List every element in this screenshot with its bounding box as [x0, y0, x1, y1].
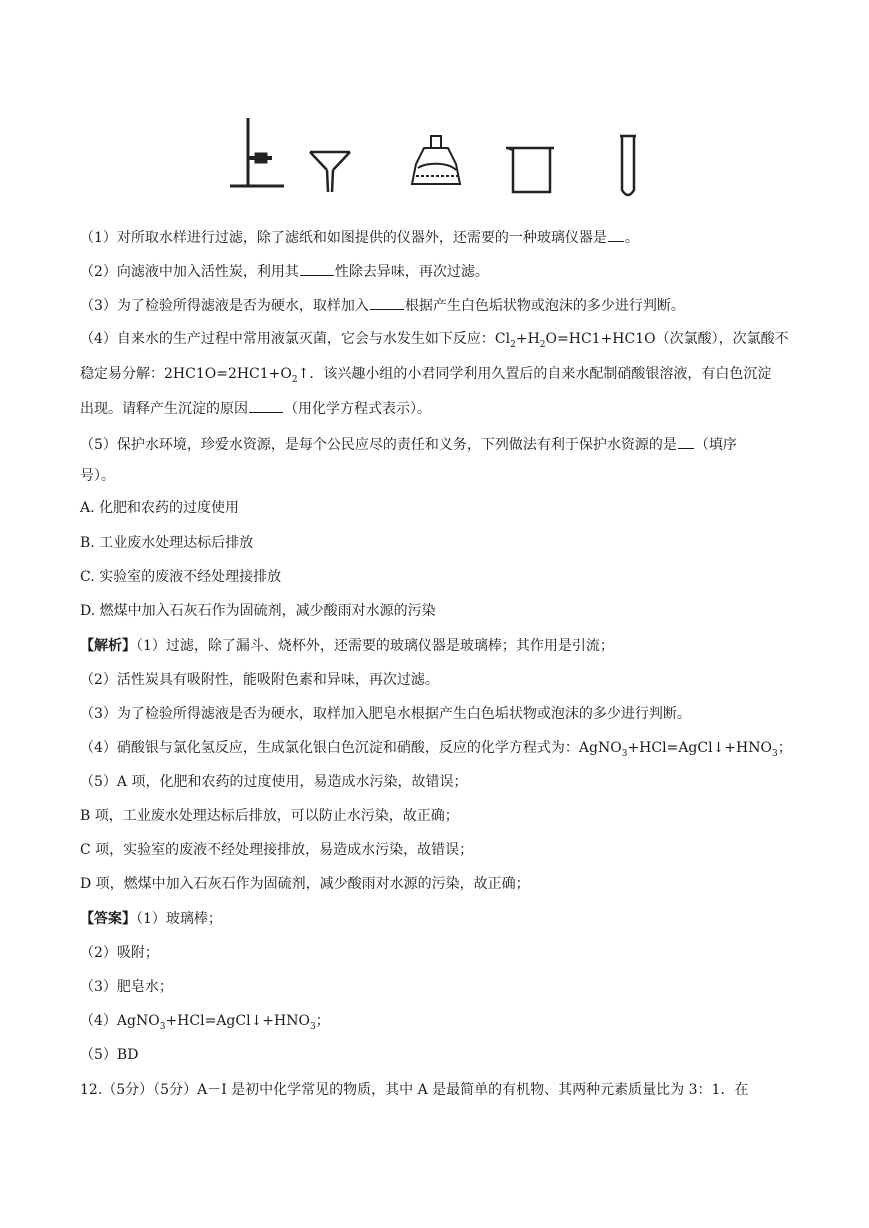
- answer-blank: [249, 398, 283, 413]
- analysis-line-3: （3）为了检验所得滤液是否为硬水，取样加入肥皂水根据产生白色垢状物或泡沫的多少进行判断。: [80, 706, 691, 722]
- q2-text-end: 性除去异味，再次过滤。: [334, 264, 489, 280]
- q3-text-end: 根据产生白色垢状物或泡沫的多少进行判断。: [404, 298, 685, 314]
- answer-line-3: （3）肥皂水；: [80, 979, 173, 995]
- question-4-line3: 出现。请释产生沉淀的原因 （用化学方程式表示）。: [80, 398, 431, 419]
- answer-blank: [370, 295, 404, 310]
- answer-line-5: （5）BD: [80, 1047, 139, 1063]
- lab-apparatus-figure: [220, 112, 660, 202]
- beaker-icon: [506, 148, 554, 192]
- alcohol-lamp-icon: [412, 136, 460, 184]
- option-a: A. 化肥和农药的过度使用: [80, 500, 240, 516]
- answer-line-2: （2）吸附；: [80, 945, 159, 961]
- q1-text-end: 。: [624, 230, 639, 246]
- analysis-line-7: C 项，实验室的废液不经处理接排放，易造成水污染，故错误；: [80, 842, 474, 858]
- analysis-line-5: （5）A 项，化肥和农药的过度使用，易造成水污染，故错误；: [80, 774, 468, 790]
- option-d: D. 燃煤中加入石灰石作为固硫剂，减少酸雨对水源的污染: [80, 603, 436, 619]
- q2-text: （2）向滤液中加入活性炭，利用其: [80, 264, 299, 280]
- answer-tag: 【答案】: [80, 911, 136, 927]
- answer-line-4: $(4)AgNO_3+HCl=AgCl↓+HNO_3$；: [80, 1013, 330, 1032]
- question-4-line1: （4）自来水的生产过程中常用液氯灭菌，它会与水发生如下反应：$Cl_2+H_2O=HC1+HC1O$（次氯酸），次氯酸不: [80, 331, 789, 350]
- question-2: [80, 261, 489, 282]
- question-5-line1: （5）保护水环境，珍爱水资源，是每个公民应尽的责任和义务，下列做法有利于保护水资源的是 （填序: [80, 434, 737, 455]
- test-tube-icon: [620, 136, 636, 195]
- q3-text: （3）为了检验所得滤液是否为硬水，取样加入: [80, 298, 369, 314]
- answer-blank: [608, 227, 624, 242]
- analysis-line-2: （2）活性炭具有吸附性，能吸附色素和异味，再次过滤。: [80, 672, 439, 688]
- question-3: [80, 295, 685, 316]
- answer-blank: [678, 434, 694, 449]
- analysis-line-1: 【解析】（1）过滤，除了漏斗、烧杯外，还需要的玻璃仪器是玻璃棒；其作用是引流；: [80, 638, 614, 654]
- question-5-line2: 号）。: [80, 468, 115, 484]
- iron-stand-icon: [230, 118, 284, 186]
- analysis-line-4: （4）硝酸银与氯化氢反应，生成氯化银白色沉淀和硝酸，反应的化学方程式为：$AgNO_3+HCl=AgCl↓+HNO_3$；: [80, 740, 792, 759]
- question-1: [80, 227, 639, 248]
- analysis-tag: 【解析】: [80, 638, 136, 654]
- analysis-line-6: B 项，工业废水处理达标后排放，可以防止水污染，故正确；: [80, 808, 459, 824]
- next-question: 12.（5分）（5分）A－I 是初中化学常见的物质，其中 A 是最简单的有机物、其两种元素质量比为 3：1．在: [80, 1082, 749, 1098]
- answer-line-1: 【答案】（1）玻璃棒；: [80, 911, 222, 927]
- analysis-line-8: D 项，燃煤中加入石灰石作为固硫剂，减少酸雨对水源的污染，故正确；: [80, 876, 530, 892]
- option-c: C. 实验室的废液不经处理接排放: [80, 569, 282, 585]
- funnel-icon: [310, 152, 350, 192]
- question-4-line2: 稳定易分解：$2HC1O=2HC1+O_2↑$．该兴趣小组的小君同学利用久置后的自来水配制硝酸银溶液，有白色沉淀: [80, 366, 772, 385]
- q1-text: （1）对所取水样进行过滤，除了滤纸和如图提供的仪器外，还需要的一种玻璃仪器是: [80, 230, 607, 246]
- answer-blank: [300, 261, 334, 276]
- option-b: B. 工业废水处理达标后排放: [80, 535, 254, 551]
